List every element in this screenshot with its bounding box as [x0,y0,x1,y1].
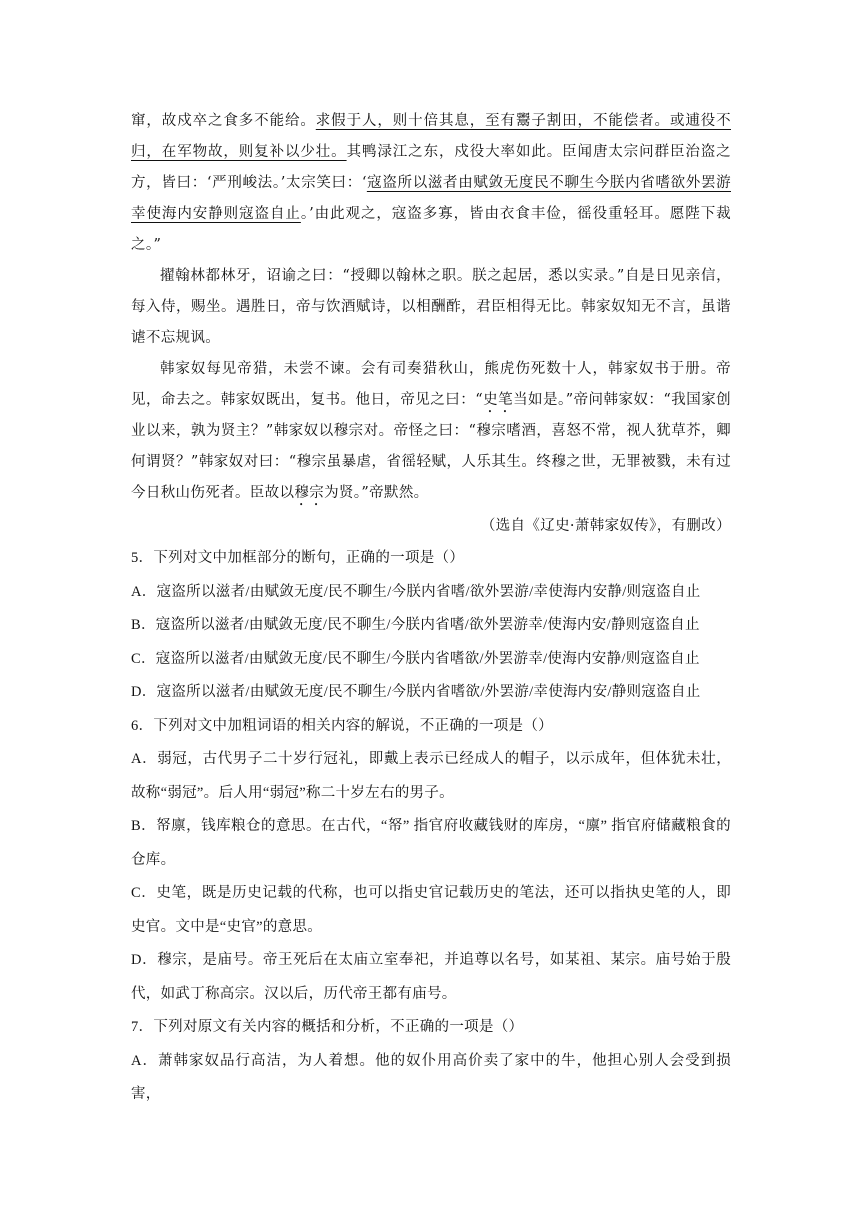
passage-text: 为贤。”帝默然。 [324,485,429,501]
boxed-sentence: 寇盗所以滋者由赋敛无度民不聊生今朕内省嗜欲外罢游幸使海内安静则寇盗自止 [131,175,731,222]
passage-text: 当如是。”帝问韩家奴：“我国家创业以来，孰为贤主？”韩家奴以穆宗对。帝怪之曰：“穆宗嗜酒，喜怒不常，视人犹草芥，卿何谓贤？”韩家奴对曰：“穆宗虽暴虐，省徭轻赋，人乐其生。终穆之世，无罪被戮，未有过今日秋山伤死者。臣故以 [131,392,732,501]
emphasized-term-shibi: 史笔 [483,392,514,408]
question-6-option-d: D．穆宗，是庙号。帝王死后在太庙立室奉祀，并追尊以名号，如某祖、某宗。庙号始于殷代，如武丁称高宗。汉以后，历代帝王都有庙号。 [131,952,731,1002]
passage-paragraph-1 [131,106,731,261]
passage-source: （选自《辽史·萧韩家奴传》，有删改） [480,518,731,534]
question-5-option-a: A．寇盗所以滋者/由赋敛无度/民不聊生/今朕内省嗜/欲外罢游/幸使海内安静/则寇盗自止 [131,583,701,600]
question-6-option-b: B．帑廪，钱库粮仓的意思。在古代，“帑” 指官府收藏钱财的库房，“廪” 指官府储藏粮食的仓库。 [131,818,731,868]
passage-text: 韩家奴每见帝猎，未尝不谏。会有司奏猎秋山，熊虎伤死数十人，韩家奴书于册。帝见，命去之。韩家奴既出，复书。他日，帝见之曰：“ [131,361,731,408]
underlined-sentence: 求假于人，则十倍其息，至有鬻子割田，不能偿者。或逋役不归，在军物故，则复补以少壮。 [131,113,731,160]
question-6-option-a: A．弱冠，古代男子二十岁行冠礼，即戴上表示已经成人的帽子，以示成年，但体犹未壮，故称“弱冠”。后人用“弱冠”称二十岁左右的男子。 [131,751,731,801]
passage-text: 。’由此观之，寇盗多寡，皆由衣食丰俭，徭役重轻耳。愿陛下裁之。” [131,206,731,253]
question-7-stem: 7．下列对原文有关内容的概括和分析，不正确的一项是（） [131,1019,524,1035]
questions [131,542,731,1112]
question-5-stem: 5．下列对文中加框部分的断句，正确的一项是（） [131,550,465,566]
question-7 [131,1011,731,1112]
passage-text: 其鸭渌江之东，戍役大率如此。臣闻唐太宗问群臣治盗之方，皆曰：‘严刑峻法。’太宗笑曰：‘ [131,144,731,191]
passage [131,106,731,542]
question-5-option-c: C．寇盗所以滋者/由赋敛无度/民不聊生/今朕内省嗜欲/外罢游幸/使海内安静/则寇盗自止 [131,650,700,667]
question-7-option-a: A．萧韩家奴品行高洁，为人着想。他的奴仆用高价卖了家中的牛，他担心别人会受到损害， [131,1052,731,1102]
question-5-option-d: D．寇盗所以滋者/由赋敛无度/民不聊生/今朕内省嗜欲/外罢游/幸使海内安/静则寇盗自止 [131,684,701,700]
question-6 [131,710,731,1012]
passage-paragraph-2: 擢翰林都林牙，诏谕之曰：“授卿以翰林之职。朕之起居，悉以实录。”自是日见亲信，每入侍，赐坐。遇胜日，帝与饮酒赋诗，以相酬酢，君臣相得无比。韩家奴知无不言，虽谐谑不忘规讽。 [131,268,731,346]
question-6-stem: 6．下列对文中加粗词语的相关内容的解说，不正确的一项是（） [131,717,553,734]
passage-text: 窜，故戍卒之食多不能给。 [131,113,316,129]
document-page [131,106,731,1112]
passage-paragraph-3 [131,354,731,509]
question-5-option-b: B．寇盗所以滋者/由赋敛无度/民不聊生/今朕内省嗜/欲外罢游幸/使海内安/静则寇盗自止 [131,617,700,633]
emphasized-term-muzong: 穆宗 [294,485,325,501]
question-6-option-c: C．史笔，既是历史记载的代称，也可以指史官记载历史的笔法，还可以指执史笔的人，即史官。文中是“史官”的意思。 [131,885,731,935]
question-5 [131,542,731,710]
